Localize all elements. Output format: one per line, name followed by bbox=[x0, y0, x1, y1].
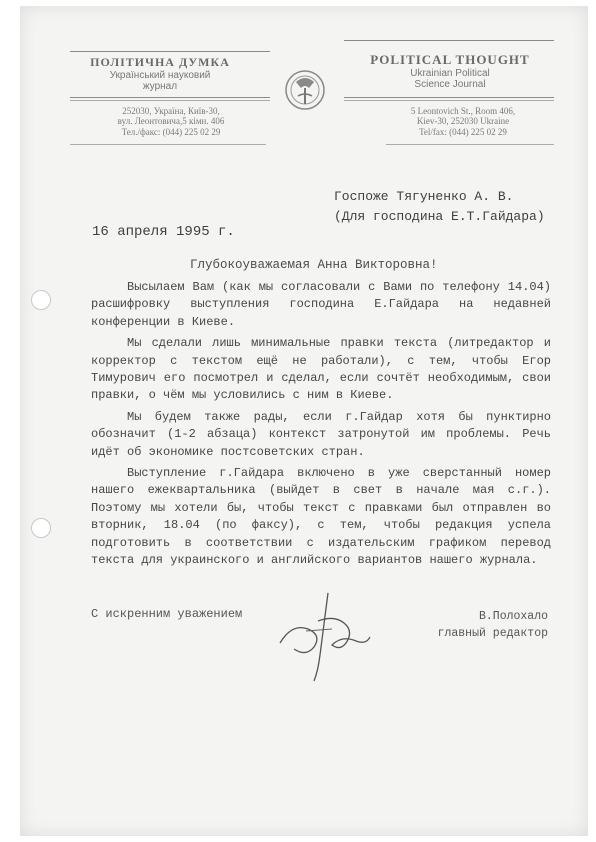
letterhead-rule-right-mid bbox=[344, 97, 554, 98]
punch-hole-bottom bbox=[31, 518, 51, 538]
letterhead-right bbox=[350, 53, 550, 91]
letterhead-rule-left-top bbox=[70, 51, 270, 52]
phone-en: Tel/fax: (044) 225 02 29 bbox=[419, 126, 507, 137]
signer-name: В.Полохало bbox=[478, 610, 548, 623]
address-ua-line1: 252030, Україна, Київ-30, bbox=[122, 106, 220, 116]
handwritten-signature bbox=[270, 585, 390, 685]
letter-date: 16 апреля 1995 г. bbox=[92, 224, 235, 240]
paragraph-1: Высылаем Вам (как мы согласовали с Вами по телефону 14.04) расшифровку выступления господина Е.Гайдара на недавней конференции в Киеве. bbox=[91, 280, 551, 329]
journal-logo bbox=[283, 68, 327, 112]
recipient-block bbox=[334, 187, 545, 227]
journal-subtitle-ua-2: журнал bbox=[142, 81, 178, 93]
journal-title-ua: ПОЛІТИЧНА ДУМКА bbox=[90, 55, 230, 69]
journal-subtitle-ua-1: Український науковий bbox=[109, 69, 211, 81]
paragraph-4: Выступление г.Гайдара включено в уже сверстанный номер нашего ежеквартальника (выйдет в свет в начале мая с.г.). Поэтому мы хотели бы, чтобы текст с правками был отправлен во вторник, 18.04 (по факсу), с тем, чтобы редакция успела подготовить в соответствии с издательским графиком перевод текста для украинского и английского вариантов нашего журнала. bbox=[91, 466, 551, 568]
address-ua-line2: вул. Леонтовича,5 кімн. 406 bbox=[117, 116, 225, 127]
letterhead-rule-left-bottom bbox=[70, 144, 266, 145]
recipient-line2: (Для господина Е.Т.Гайдара) bbox=[334, 209, 545, 225]
letterhead-rule-left-mid bbox=[70, 97, 270, 98]
salutation: Глубокоуважаемая Анна Викторовна! bbox=[190, 258, 438, 272]
paragraph-3: Мы будем также рады, если г.Гайдар хотя бы пунктирно обозначит (1-2 абзаца) контекст затронутой им проблемы. Речь идёт об экономике постсоветских стран. bbox=[91, 409, 551, 459]
letterhead-rule-right-top bbox=[344, 40, 554, 41]
journal-subtitle-en-1: Ukrainian Political bbox=[410, 67, 490, 79]
recipient-line1: Госпоже Тягуненко А. В. bbox=[334, 189, 514, 204]
letterhead-rule-left-mid-thin bbox=[70, 100, 270, 101]
journal-title-en: POLITICAL THOUGHT bbox=[370, 52, 530, 67]
address-en-line2: Kiev-30, 252030 Ukraine bbox=[416, 116, 510, 127]
address-en bbox=[388, 106, 538, 137]
letterhead-rule-right-bottom bbox=[386, 144, 554, 145]
closing-phrase: С искренним уважением bbox=[91, 607, 243, 621]
letter-body bbox=[91, 279, 551, 574]
phone-ua: Тел./факс: (044) 225 02 29 bbox=[121, 126, 221, 137]
punch-hole-top bbox=[31, 290, 51, 310]
address-en-line1: 5 Leontovich St., Room 406, bbox=[410, 106, 516, 116]
journal-subtitle-en-2: Science Journal bbox=[414, 79, 486, 91]
signer-block bbox=[420, 608, 548, 643]
letterhead-rule-right-mid-thin bbox=[344, 100, 554, 101]
paragraph-2: Мы сделали лишь минимальные правки текста (литредактор и корректор с текстом ещё не работали), с тем, чтобы Егор Тимурович его посмотрел и сделал, если сочтёт необходимым, свои правки, о чём мы условились с ним в Киеве. bbox=[91, 336, 551, 403]
address-ua bbox=[76, 106, 266, 137]
signer-title: главный редактор bbox=[437, 627, 548, 641]
letterhead-left bbox=[70, 56, 250, 93]
